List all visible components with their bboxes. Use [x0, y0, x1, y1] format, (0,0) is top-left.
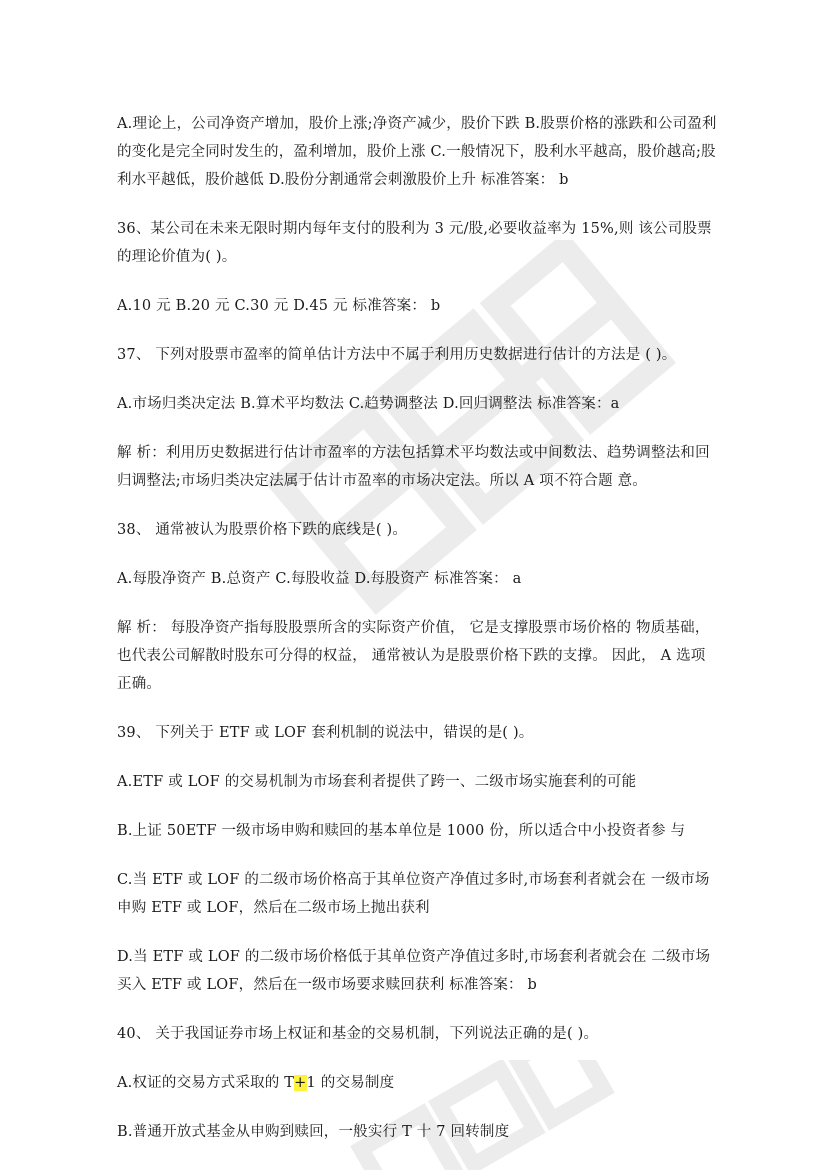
paragraph-question-38: 38、 通常被认为股票价格下跌的底线是( )。	[117, 522, 408, 538]
paragraph-option-40b: B.普通开放式基金从申购到赎回，一般实行 T 十 7 回转制度	[117, 1124, 510, 1140]
paragraph-option-39d: D.当 ETF 或 LOF 的二级市场价格低于其单位资产净值过多时,市场套利者就会在 二级市场买入 ETF 或 LOF，然后在一级市场要求赎回获利 标准答案： b	[117, 949, 711, 993]
paragraph-option-40a	[117, 1069, 717, 1097]
paragraph-option-39b: B.上证 50ETF 一级市场申购和赎回的基本单位是 1000 份，所以适合中小投资者参 与	[117, 823, 686, 839]
document-body	[117, 110, 717, 1167]
paragraph-options-38: A.每股净资产 B.总资产 C.每股收益 D.每股资产 标准答案： a	[117, 571, 522, 587]
paragraph-question-36: 36、某公司在未来无限时期内每年支付的股利为 3 元/股,必要收益率为 15%,则 该公司股票的理论价值为( )。	[117, 221, 712, 265]
paragraph-question-40: 40、 关于我国证券市场上权证和基金的交易机制，下列说法正确的是( )。	[117, 1026, 599, 1042]
paragraph-question-37: 37、 下列对股票市盈率的简单估计方法中不属于利用历史数据进行估计的方法是 ( )。	[117, 347, 677, 363]
paragraph-option-39c: C.当 ETF 或 LOF 的二级市场价格高于其单位资产净值过多时,市场套利者就会在 一级市场申购 ETF 或 LOF，然后在二级市场上抛出获利	[117, 872, 710, 916]
option-40a-text-after: 1 的交易制度	[306, 1075, 395, 1091]
option-40a-text-before: A.权证的交易方式采取的 T	[117, 1075, 295, 1091]
paragraph-options-35: A.理论上，公司净资产增加，股价上涨;净资产减少，股价下跌 B.股票价格的涨跌和公司盈利的变化是完全同时发生的，盈利增加，股价上涨 C.一般情况下，股利水平越高，股价越高;股利水平越低，股价越低 D.股份分割通常会刺激股价上升 标准答案： b	[117, 116, 717, 188]
highlighted-plus: +	[294, 1075, 307, 1091]
paragraph-question-39: 39、 下列关于 ETF 或 LOF 套利机制的说法中，错误的是( )。	[117, 725, 534, 741]
paragraph-options-36: A.10 元 B.20 元 C.30 元 D.45 元 标准答案： b	[117, 298, 441, 314]
paragraph-analysis-37: 解 析：利用历史数据进行估计市盈率的方法包括算术平均数法或中间数法、趋势调整法和回归调整法;市场归类决定法属于估计市盈率的市场决定法。所以 A 项不符合题 意。	[117, 445, 710, 489]
paragraph-option-39a: A.ETF 或 LOF 的交易机制为市场套利者提供了跨一、二级市场实施套利的可能	[117, 774, 637, 790]
paragraph-analysis-38: 解 析： 每股净资产指每股股票所含的实际资产价值， 它是支撑股票市场价格的 物质基础， 也代表公司解散时股东可分得的权益， 通常被认为是股票价格下跌的支撑。 因此， A 选项正确。	[117, 620, 710, 692]
paragraph-options-37: A.市场归类决定法 B.算术平均数法 C.趋势调整法 D.回归调整法 标准答案：a	[117, 396, 620, 412]
